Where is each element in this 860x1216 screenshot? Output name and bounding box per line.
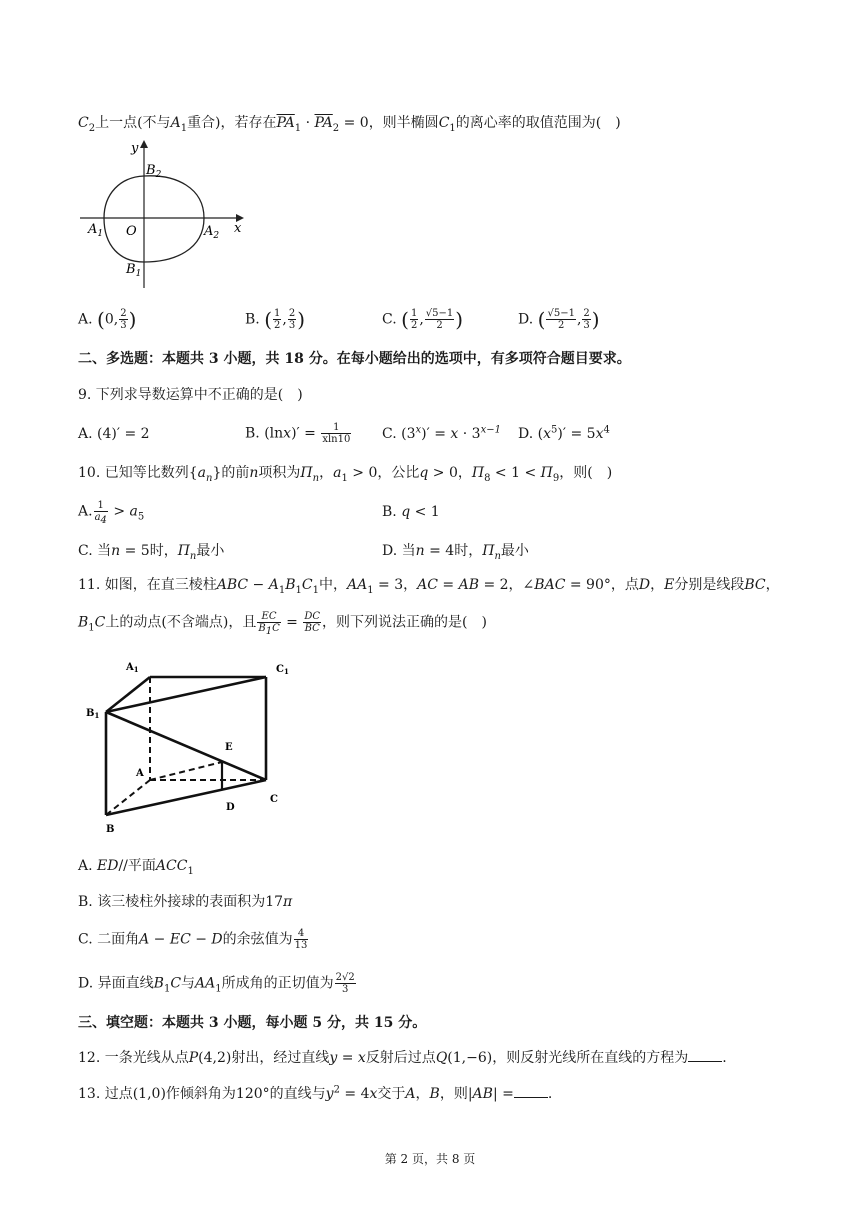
q9-stem: 9. 下列求导数运算中不正确的是( ) [78,387,303,403]
origin-label: O [126,224,137,239]
q13-answer-blank[interactable] [514,1085,548,1098]
section-2-heading: 二、多选题：本题共 3 小题，共 18 分。在每小题给出的选项中，有多项符合题目要求。 [78,351,631,367]
point-d-label: D [226,802,235,813]
ellipse-figure [76,138,256,298]
point-e-label: E [225,742,233,753]
q11-option-d[interactable]: D. 异面直线$B_1C$与$AA_1$所成角的正切值为 $\frac{2√2}{3}$ [78,972,355,995]
vertex-a1-label: $A_1$ [126,662,139,674]
q8-option-c[interactable]: C. ( $\frac{1}{2}$ , $\frac{√5-1}{2}$ ) [382,307,464,332]
q8-option-b[interactable]: B. ( $\frac{1}{2}$ , $\frac{2}{3}$ ) [245,307,306,332]
point-b1-label: $B_1$ [126,262,142,279]
page-footer: 第 2 页，共 8 页 [384,1152,476,1166]
point-a2-label: $A_2$ [204,224,220,241]
point-b2-label: $B_2$ [146,163,162,180]
q10-option-d[interactable]: D. 当n = 4时，$\Pi_n$最小 [382,543,529,562]
q10-option-a[interactable]: A. $\frac{1}{a_4}$ > $a_5$ [78,500,145,526]
point-a1-label: $A_1$ [88,222,104,239]
q11-stem-line1: 11. 如图，在直三棱柱ABC − $A_1B_1C_1$中，$AA_1 = 3$，AC = AB = 2，∠BAC = 90°，点D，E分别是线段BC， [78,577,780,596]
q12-answer-blank[interactable] [688,1049,722,1062]
section-3-heading: 三、填空题：本题共 3 小题，每小题 5 分，共 15 分。 [78,1015,427,1031]
q10-option-b[interactable]: B. q < 1 [382,504,440,520]
q11-stem-line2: $B_1C$上的动点(不含端点)，且 $\frac{EC}{B_1C}$ = $\frac{DC}{BC}$ ，则下列说法正确的是( ) [78,611,487,637]
vertex-b-label: B [106,824,115,835]
q12-stem: 12. 一条光线从点P(4,2)射出，经过直线y = x反射后过点Q(1,−6)，则反射光线所在直线的方程为 . [78,1050,727,1066]
x-axis-label: x [234,221,242,236]
y-axis-label: y [131,141,139,156]
q8-option-a[interactable]: A. (0, $\frac{2}{3}$ ) [78,307,137,332]
vertex-b1-label: $B_1$ [86,708,100,720]
q11-option-c[interactable]: C. 二面角A − EC − D的余弦值为 $\frac{4}{13}$ [78,928,308,951]
q10-stem: 10. 已知等比数列$\{a_n\}$的前n项积为$\Pi_n$，$a_1 > 0$，公比q > 0，$\Pi_8 < 1 < \Pi_9$，则( ) [78,465,613,484]
vertex-c1-label: $C_1$ [276,664,289,676]
q8-option-d[interactable]: D. ( $\frac{√5-1}{2}$ , $\frac{2}{3}$ ) [518,307,600,332]
q8-continuation: $C_2$上一点(不与$A_1$重合)，若存在$\overline{PA}_1 \cdot \overline{PA}_2 = 0$，则半椭圆$C_1$的离心率的取值范围为( ) [78,115,621,134]
q10-option-c[interactable]: C. 当n = 5时，$\Pi_n$最小 [78,543,225,562]
q11-option-a[interactable]: A. ED//平面$ACC_1$ [78,858,194,877]
vertex-a-label: A [136,768,144,779]
q11-option-b[interactable]: B. 该三棱柱外接球的表面积为17π [78,894,293,910]
q9-option-d[interactable]: D. $(x^5)' = 5x^4$ [518,424,610,442]
q9-option-b[interactable]: B. (lnx)′ = $\frac{1}{xln10}$ [245,422,351,445]
vertex-c-label: C [270,794,278,805]
q9-option-a[interactable]: A. (4)′ = 2 [78,426,150,442]
q13-stem: 13. 过点(1,0)作倾斜角为120°的直线与$y^2 = 4x$交于A，B，则|AB| = . [78,1084,553,1102]
q9-option-c[interactable]: C. $(3^x)' = x \cdot 3^{x-1}$ [382,424,501,442]
prism-figure [80,652,300,842]
